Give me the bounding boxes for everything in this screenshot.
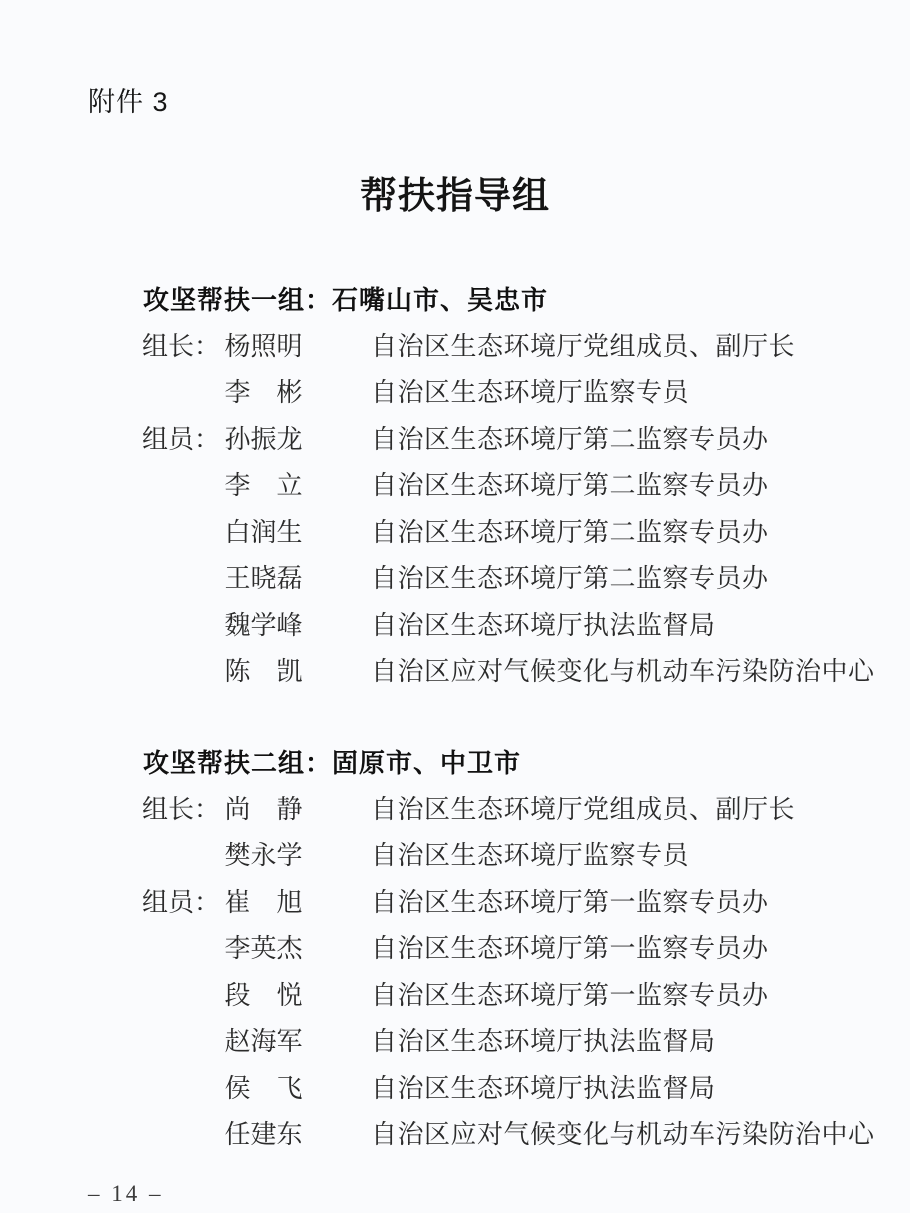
member-row	[0, 1066, 910, 1113]
member-name: 李 立	[224, 471, 303, 500]
member-row	[0, 603, 910, 650]
member-row	[0, 510, 910, 557]
member-name: 李英杰	[224, 934, 303, 963]
member-row	[0, 370, 910, 417]
member-affiliation: 自治区生态环境厅第一监察专员办	[371, 980, 769, 1010]
member-row	[0, 463, 910, 510]
member-name: 崔 旭	[224, 887, 303, 917]
member-affiliation: 自治区生态环境厅第二监察专员办	[371, 471, 769, 500]
member-name: 王晓磊	[224, 564, 303, 593]
member-row	[0, 417, 910, 464]
member-role-label: 组员：	[142, 424, 221, 454]
member-row	[0, 649, 910, 696]
member-affiliation: 自治区生态环境厅执法监督局	[371, 610, 716, 640]
member-name: 杨照明	[224, 331, 303, 361]
member-affiliation: 自治区生态环境厅第一监察专员办	[371, 934, 769, 963]
member-name: 赵海军	[224, 1027, 303, 1056]
member-name: 陈 凯	[224, 657, 303, 686]
member-affiliation: 自治区生态环境厅党组成员、副厅长	[371, 794, 796, 824]
member-affiliation: 自治区生态环境厅党组成员、副厅长	[371, 331, 796, 361]
member-affiliation: 自治区生态环境厅执法监督局	[371, 1073, 716, 1103]
attachment-label: 附件 3	[88, 87, 169, 117]
member-row	[0, 880, 910, 927]
member-row	[0, 1112, 910, 1159]
member-row	[0, 556, 910, 603]
member-affiliation: 自治区生态环境厅第二监察专员办	[371, 517, 769, 547]
group-heading: 攻坚帮扶二组：固原市、中卫市	[143, 748, 522, 778]
member-name: 樊永学	[224, 841, 303, 870]
member-row	[0, 787, 910, 834]
member-name: 侯 飞	[224, 1073, 303, 1103]
member-row	[0, 1019, 910, 1066]
member-row	[0, 926, 910, 973]
member-row	[0, 324, 910, 371]
member-role-label: 组员：	[142, 887, 221, 917]
group-section	[0, 277, 910, 696]
member-role-label: 组长：	[142, 794, 221, 824]
member-row	[0, 973, 910, 1020]
group-heading: 攻坚帮扶一组：石嘴山市、吴忠市	[143, 285, 549, 315]
member-role-label: 组长：	[142, 331, 221, 361]
groups-container	[0, 277, 910, 1159]
member-affiliation: 自治区生态环境厅第二监察专员办	[371, 564, 769, 593]
member-affiliation: 自治区应对气候变化与机动车污染防治中心	[371, 657, 875, 686]
member-affiliation: 自治区生态环境厅监察专员	[371, 378, 690, 407]
member-name: 李 彬	[224, 378, 303, 407]
member-affiliation: 自治区生态环境厅监察专员	[371, 841, 690, 870]
member-name: 段 悦	[224, 980, 303, 1010]
member-affiliation: 自治区应对气候变化与机动车污染防治中心	[371, 1120, 875, 1149]
page-title: 帮扶指导组	[360, 176, 550, 217]
member-row	[0, 833, 910, 880]
member-name: 魏学峰	[224, 610, 303, 640]
member-name: 白润生	[224, 517, 303, 547]
member-affiliation: 自治区生态环境厅第一监察专员办	[371, 887, 769, 917]
member-affiliation: 自治区生态环境厅第二监察专员办	[371, 424, 769, 454]
member-name: 尚 静	[224, 794, 303, 824]
member-name: 孙振龙	[224, 424, 303, 454]
member-name: 任建东	[224, 1120, 303, 1149]
page-number: – 14 –	[88, 1181, 164, 1206]
group-section	[0, 740, 910, 1159]
member-affiliation: 自治区生态环境厅执法监督局	[371, 1027, 716, 1056]
